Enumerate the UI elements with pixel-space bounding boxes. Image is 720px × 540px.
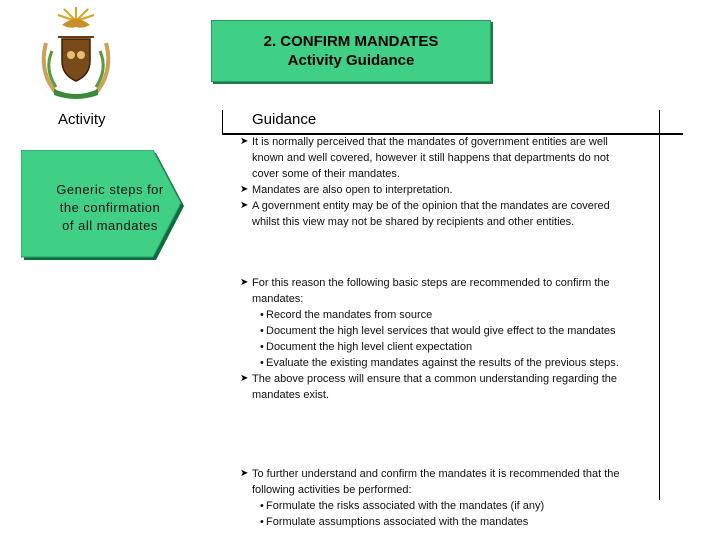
- activity-box: [21, 150, 189, 263]
- activity-text: [25, 181, 195, 235]
- title-line-2: Activity Guidance: [287, 52, 415, 69]
- bullet-item: ➤ To further understand and confirm the mandates it is recommended that the following activities be performed:: [240, 468, 620, 496]
- guidance-group-2: [240, 275, 620, 403]
- activity-line-2: the confirmation: [59, 200, 161, 215]
- guidance-group-1: [240, 134, 620, 230]
- arrow-bullet-icon: ➤: [240, 136, 249, 147]
- sub-bullet-item: • Evaluate the existing mandates against the results of the previous steps.: [260, 357, 619, 369]
- divider-left: [222, 110, 223, 133]
- arrow-bullet-icon: ➤: [240, 468, 249, 479]
- sub-bullet-item: • Formulate the risks associated with the mandates (if any): [260, 500, 545, 512]
- bullet-item: ➤ For this reason the following basic steps are recommended to confirm the mandates:: [240, 277, 610, 305]
- divider-right: [659, 110, 660, 500]
- guidance-group-3: [240, 466, 620, 530]
- activity-line-3: of all mandates: [62, 218, 158, 233]
- activity-line-1: Generic steps for: [56, 182, 164, 197]
- coat-of-arms-icon: [28, 3, 124, 103]
- sub-bullet-item: • Document the high level services that would give effect to the mandates: [260, 325, 616, 337]
- arrow-bullet-icon: ➤: [240, 200, 249, 211]
- arrow-bullet-icon: ➤: [240, 277, 249, 288]
- sub-bullet-item: • Document the high level client expectation: [260, 341, 473, 353]
- sub-bullet-item: • Formulate assumptions associated with the mandates: [260, 516, 529, 528]
- activity-header: Activity: [58, 111, 106, 128]
- guidance-header: Guidance: [252, 111, 317, 128]
- title-line-1: 2. CONFIRM MANDATES: [263, 33, 439, 50]
- bullet-item: ➤ It is normally perceived that the mandates of government entities are well known and well covered, however it still happens that departments do not cover some of their mandates.: [240, 136, 610, 180]
- bullet-item: ➤ A government entity may be of the opinion that the mandates are covered whilst this view may not be shared by recipients and other entities.: [240, 200, 610, 228]
- bullet-item: ➤ The above process will ensure that a common understanding regarding the mandates exist.: [240, 373, 618, 401]
- arrow-bullet-icon: ➤: [240, 184, 249, 195]
- arrow-bullet-icon: ➤: [240, 373, 249, 384]
- bullet-item: ➤ Mandates are also open to interpretation.: [240, 184, 453, 196]
- sub-bullet-item: • Record the mandates from source: [260, 309, 433, 321]
- title-box: [211, 20, 491, 82]
